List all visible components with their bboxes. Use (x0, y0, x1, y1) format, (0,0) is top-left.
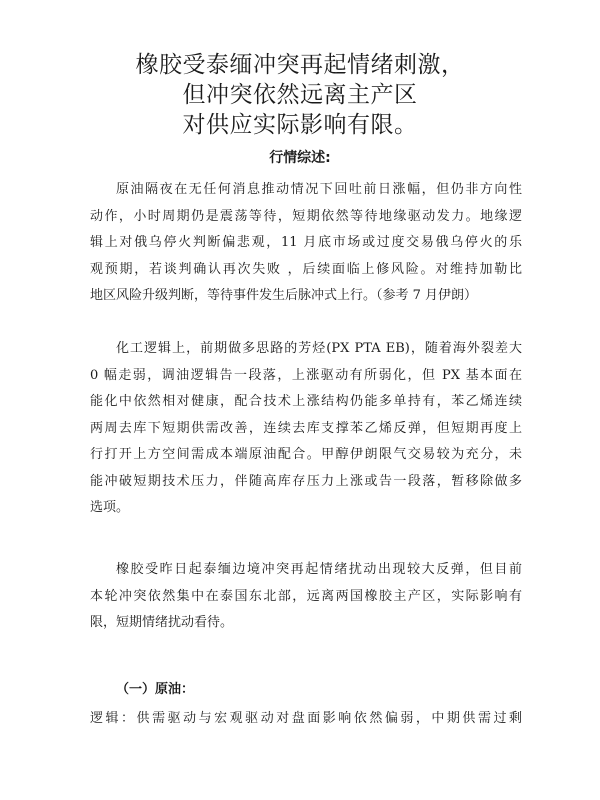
paragraph-line: 橡胶受昨日起泰缅边境冲突再起情绪扰动出现较大反弹，但目前 (116, 562, 522, 577)
paragraph-line: 逻辑：供需驱动与宏观驱动对盘面影响依然偏弱，中期供需过剩 (90, 711, 522, 726)
paragraph-line: 行打开上方空间需成本端原油配合。甲醇伊朗限气交易较为充分，未 (90, 447, 522, 462)
paragraph-line: 两周去库下短期供需改善，连续去库支撑苯乙烯反弹，但短期再度上 (90, 420, 522, 436)
paragraph-line: 能冲破短期技术压力，伴随高库存压力上涨或告一段落，暂移除做多 (90, 473, 522, 489)
paragraph-line: 地区风险升级判断，等待事件发生后脉冲式上行。（参考 7 月伊朗） (90, 288, 478, 303)
paragraph-line: 观预期，若谈判确认再次失败 ，后续面临上修风险。对维持加勒比 (90, 261, 522, 277)
title-line: 对供应实际影响有限。 (182, 112, 418, 138)
paragraph-line: 动作，小时周期仍是震荡等待，短期依然等待地缘驱动发力。地缘逻 (90, 208, 522, 224)
paragraph-line: 能化中依然相对健康，配合技术上涨结构仍能多单持有，苯乙烯连续 (90, 394, 522, 409)
paragraph-line: 原油隔夜在无任何消息推动情况下回吐前日涨幅，但仍非方向性 (116, 182, 522, 197)
paragraph-line: 化工逻辑上，前期做多思路的芳烃(PX PTA EB)，随着海外裂差大 (116, 341, 522, 356)
title-line: 橡胶受泰缅冲突再起情绪刺激， (135, 52, 465, 78)
paragraph-rubber-summary (90, 557, 522, 637)
section-heading-crude-oil: （一）原油： (116, 682, 195, 697)
paragraph-line: 0 幅走弱，调油逻辑告一段落，上涨驱动有所弱化，但 PX 基本面在 (90, 367, 522, 383)
paragraph-chemicals-summary (90, 336, 522, 522)
paragraph-crude-oil-logic (90, 706, 522, 733)
paragraph-line: 本轮冲突依然集中在泰国东北部，远离两国橡胶主产区，实际影响有 (90, 588, 522, 604)
document-title (0, 50, 600, 140)
paragraph-crude-oil-summary (90, 177, 522, 310)
paragraph-line: 选项。 (90, 500, 130, 515)
paragraph-line: 限，短期情绪扰动看待。 (90, 615, 234, 630)
summary-heading: 行情综述: (269, 150, 331, 166)
title-line: 但冲突依然远离主产区 (182, 82, 418, 108)
paragraph-line: 辑上对俄乌停火判断偏悲观，11 月底市场或过度交易俄乌停火的乐 (90, 235, 522, 250)
